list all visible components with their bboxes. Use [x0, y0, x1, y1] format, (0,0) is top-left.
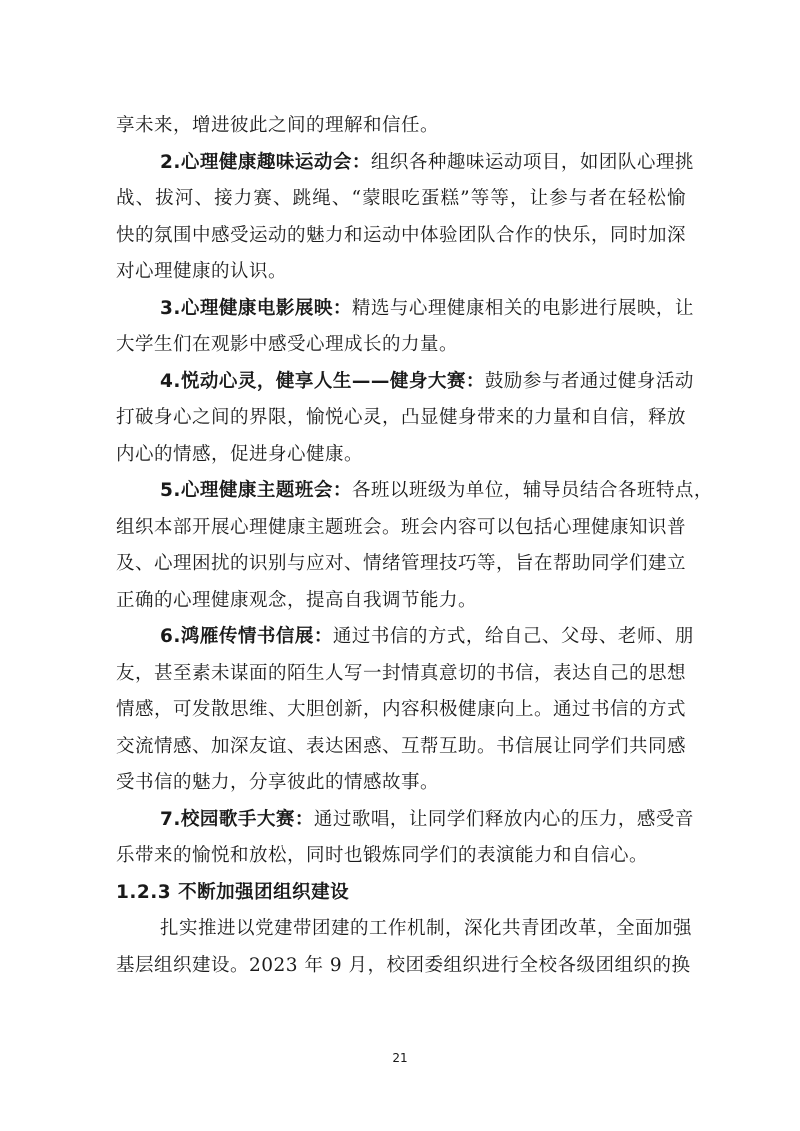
text-line: 基层组织建设。2023 年 9 月，校团委组织进行全校各级团组织的换 [116, 954, 691, 976]
text-line: 组织各种趣味运动项目，如团队心理挑 [370, 151, 694, 173]
text-line: 战、拔河、接力赛、跳绳、“蒙眼吃蛋糕”等等，让参与者在轻松愉 [116, 188, 686, 209]
activity-title: 3.心理健康电影展映： [160, 297, 352, 319]
text-line: 快的氛围中感受运动的魅力和运动中体验团队合作的快乐，同时加深 [116, 224, 687, 246]
paragraph-activity-3 [116, 291, 694, 328]
paragraph-activity-6 [116, 619, 694, 656]
activity-title: 4.悦动心灵，健享人生——健身大赛： [160, 370, 485, 392]
activity-title: 7.校园歌手大赛： [160, 808, 314, 830]
text-line: 通过歌唱，让同学们释放内心的压力，感受音 [313, 808, 694, 830]
text-line: 组织本部开展心理健康主题班会。班会内容可以包括心理健康知识普 [116, 516, 687, 538]
text-line: 享未来，增进彼此之间的理解和信任。 [116, 115, 440, 136]
text-line: 鼓励参与者通过健身活动 [484, 370, 694, 392]
text-line: 交流情感、加深友谊、表达困惑、互帮互助。书信展让同学们共同感 [116, 735, 687, 757]
activity-title: 2.心理健康趣味运动会： [160, 151, 371, 173]
text-line: 扎实推进以党建带团建的工作机制，深化共青团改革，全面加强 [160, 918, 693, 939]
text-line: 受书信的魅力，分享彼此的情感故事。 [116, 772, 440, 793]
text-line: 通过书信的方式，给自己、父母、老师、朋 [332, 626, 694, 647]
text-line: 大学生们在观影中感受心理成长的力量。 [116, 334, 459, 355]
activity-title: 5.心理健康主题班会： [160, 480, 352, 501]
text-line: 内心的情感，促进身心健康。 [116, 443, 364, 465]
text-line: 正确的心理健康观念，提高自我调节能力。 [116, 589, 478, 611]
section-heading: 1.2.3 不断加强团组织建设 [116, 881, 350, 903]
paragraph-activity-4 [116, 364, 694, 401]
paragraph-activity-5 [116, 473, 713, 510]
text-line: 精选与心理健康相关的电影进行展映，让 [351, 297, 694, 319]
paragraph-activity-2 [116, 145, 694, 182]
text-line: 情感，可发散思维、大胆创新，内容积极健康向上。通过书信的方式 [116, 699, 687, 720]
text-line: 打破身心之间的界限，愉悦心灵，凸显健身带来的力量和自信，释放 [116, 407, 687, 428]
paragraph-continuation [116, 108, 686, 145]
text-line: 乐带来的愉悦和放松，同时也锻炼同学们的表演能力和自信心。 [116, 845, 649, 866]
activity-title: 6.鸿雁传情书信展： [160, 626, 333, 647]
text-line: 友，甚至素未谋面的陌生人写一封情真意切的书信，表达自己的思想 [116, 662, 687, 684]
text-line: 及、心理困扰的识别与应对、情绪管理技巧等，旨在帮助同学们建立 [116, 553, 687, 574]
text-line: 对心理健康的认识。 [116, 261, 288, 282]
paragraph-activity-7 [116, 802, 694, 839]
text-line: 各班以班级为单位，辅导员结合各班特点， [351, 480, 713, 501]
document-body [116, 108, 713, 984]
page-number: 21 [392, 1051, 408, 1065]
